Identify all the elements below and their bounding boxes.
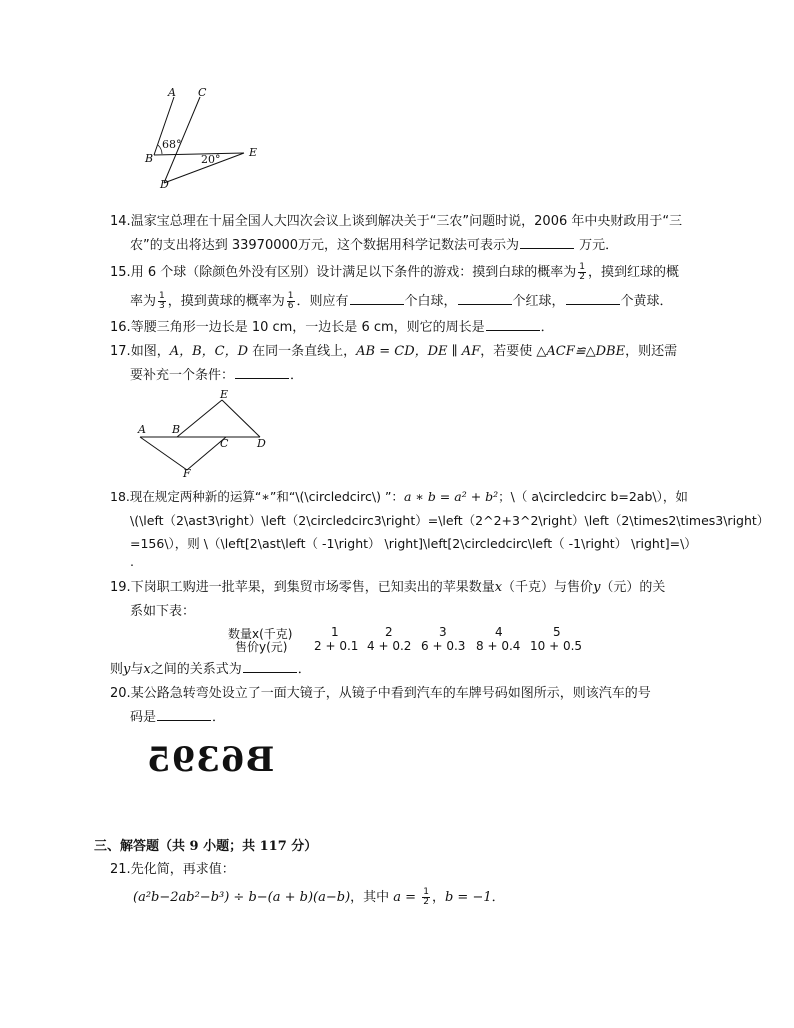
table-row2-cell: 10 + 0.5 <box>530 639 583 653</box>
q15-line1 <box>110 263 679 282</box>
fig2-label-d: D <box>257 437 266 450</box>
q21-var-b: b = −1 <box>444 890 492 905</box>
q15-white-blank[interactable] <box>350 292 404 305</box>
q16-line <box>110 318 554 337</box>
q16-text-b: ． <box>540 320 554 335</box>
fig1-label-d: D <box>160 178 169 191</box>
q15-fraction-white <box>578 263 586 282</box>
q18-text-3: =156\），则 \（\left[2\ast\left（ -1\right） \right]\left[2\circledcirc\left（ -1\right） \right]=\） <box>130 536 697 551</box>
q18-line3 <box>130 535 697 553</box>
q20-line1 <box>110 685 651 703</box>
q18-text-1c: ；\（ a\circledcirc b=2ab\），如 <box>498 489 688 504</box>
q19-answer-blank[interactable] <box>243 660 297 673</box>
q17-text-1a: 如图， <box>130 344 170 359</box>
q19-after-x: x <box>143 662 151 677</box>
q19-after-y: y <box>123 662 131 677</box>
q17-answer-blank[interactable] <box>235 366 289 379</box>
q19-var-x: x <box>494 580 503 595</box>
q15-text-2b: ，摸到黄球的概率为 <box>167 294 285 309</box>
table-row2-cell: 8 + 0.4 <box>476 639 521 653</box>
fig2-label-a: A <box>138 423 146 436</box>
q17-text-1d: ，则还需 <box>625 344 678 359</box>
q19-line1 <box>110 579 665 597</box>
q21-frac-num: 1 <box>423 887 429 897</box>
table-row2-cell: 6 + 0.3 <box>421 639 466 653</box>
q18-line4 <box>130 553 134 571</box>
section-title: 三、解答题（共 9 小题；共 117 分） <box>94 839 318 854</box>
q21-fraction <box>422 888 430 907</box>
q15-frac3-num: 1 <box>287 291 294 301</box>
q20-text-1: 某公路急转弯处设立了一面大镜子，从镜子中看到汽车的车牌号码如图所示，则该汽车的号 <box>130 686 651 701</box>
table-row1-cell: 3 <box>439 625 447 639</box>
q15-text-2d: 个白球， <box>404 294 457 309</box>
table-row2-cell: 2 + 0.1 <box>314 639 359 653</box>
q18-text-1b: ”和“\(\circledcirc\) ”： <box>269 489 404 504</box>
table-row1-cell: 4 <box>495 625 503 639</box>
q20-line2 <box>130 708 225 727</box>
table-row2-cell: 4 + 0.2 <box>367 639 412 653</box>
q18-text-4: . <box>130 554 134 569</box>
q21-text-1: 先化简，再求值： <box>130 862 235 877</box>
fig1-label-e: E <box>249 146 258 159</box>
fig1-label-a: A <box>168 86 176 99</box>
table-row2-label: 售价y(元) <box>235 640 288 654</box>
q14-number: 14. <box>110 214 131 229</box>
q15-line2 <box>130 292 673 311</box>
fig2-label-f: F <box>183 467 191 480</box>
q21-var-a: a = <box>393 890 421 905</box>
fig1-label-b: B <box>145 152 154 165</box>
q15-text-1a: 用 6 个球（除颜色外没有区别）设计满足以下条件的游戏：摸到白球的概率为 <box>130 265 577 280</box>
q19-text-1c: （元）的关 <box>600 580 666 595</box>
fig2-label-e: E <box>220 388 229 401</box>
mirrored-license-plate: B6395 <box>146 740 275 780</box>
q14-answer-blank[interactable] <box>520 236 574 249</box>
q17-text-1c: ，若要使 <box>480 344 537 359</box>
table-row1-cell: 2 <box>385 625 393 639</box>
fig1-label-c: C <box>198 86 207 99</box>
q17-points: A，B，C，D <box>169 344 249 359</box>
q20-number: 20. <box>110 686 131 701</box>
q18-line1 <box>110 488 688 506</box>
q19-line2 <box>130 603 195 621</box>
q19-after-b: 与 <box>130 662 144 677</box>
q18-op: ∗ <box>261 489 270 504</box>
q19-after-c: 之间的关系式为 <box>150 662 242 677</box>
q15-text-2a: 率为 <box>130 294 157 309</box>
q17-line1 <box>110 343 677 361</box>
q19-text-2: 系如下表： <box>130 604 196 619</box>
q15-red-blank[interactable] <box>458 292 512 305</box>
q18-number: 18. <box>110 489 130 504</box>
q19-after-d: ． <box>297 662 311 677</box>
q21-line1 <box>110 861 235 879</box>
q14-line1 <box>110 213 682 231</box>
q18-line2 <box>130 512 769 530</box>
q20-text-2a: 码是 <box>130 710 157 725</box>
q15-text-1b: ，摸到红球的概 <box>587 265 679 280</box>
q15-frac2-num: 1 <box>159 291 165 301</box>
q19-text-1a: 下岗职工购进一批苹果，到集贸市场零售，已知卖出的苹果数量 <box>130 580 495 595</box>
fig2-label-c: C <box>220 437 229 450</box>
q19-number: 19. <box>110 580 131 595</box>
table-row1-cell: 1 <box>331 625 339 639</box>
q16-number: 16. <box>110 320 131 335</box>
q15-number: 15. <box>110 265 131 280</box>
q15-text-2e: 个红球， <box>512 294 565 309</box>
q21-expression: (a²b−2ab²−b³) ÷ b−(a + b)(a−b) <box>133 890 351 905</box>
line-af <box>140 437 187 470</box>
fig2-label-b: B <box>172 423 181 436</box>
q14-text-2a: 农”的支出将达到 33970000万元，这个数据用科学记数法可表示为 <box>130 238 520 253</box>
q15-text-2c: ．则应有 <box>296 294 349 309</box>
q15-yellow-blank[interactable] <box>566 292 620 305</box>
q17-text-2b: ． <box>290 368 304 383</box>
q19-text-1b: （千克）与售价 <box>502 580 594 595</box>
q19-var-y: y <box>593 580 601 595</box>
q17-text-2a: 要补充一个条件： <box>130 368 235 383</box>
q20-answer-blank[interactable] <box>157 708 211 721</box>
q19-after-a: 则 <box>110 662 124 677</box>
q21-frac-den: 2 <box>423 897 429 907</box>
q17-number: 17. <box>110 344 131 359</box>
q15-frac1-num: 1 <box>579 262 585 272</box>
q21-cond-a: ，其中 <box>350 890 394 905</box>
q19-after-line <box>110 660 311 679</box>
q17-congruence: △ACF≌△DBE <box>536 344 626 359</box>
fig1-angle-68: 68° <box>162 138 182 151</box>
q15-fraction-red <box>158 292 166 311</box>
line-be-2 <box>177 400 222 437</box>
line-be <box>154 153 244 155</box>
table-row1-cell: 5 <box>553 625 561 639</box>
q18-text-2: \(\left（2\ast3\right）\left（2\circledcirc3\right）=\left（2^2+3^2\right）\left（2\times2\times3\right） <box>130 513 770 528</box>
q16-answer-blank[interactable] <box>486 318 540 331</box>
q21-cond-b: ， <box>431 890 445 905</box>
q21-line2 <box>133 888 505 907</box>
q15-frac2-den: 3 <box>159 301 165 311</box>
q18-text-1a: 现在规定两种新的运算“ <box>129 489 262 504</box>
table-row1-label: 数量x(千克) <box>228 627 293 641</box>
q17-text-1b: 在同一条直线上， <box>248 344 357 359</box>
q14-text-2b: 万元． <box>575 238 619 253</box>
q17-line2 <box>130 366 303 385</box>
q17-equation: AB = CD，DE ∥ AF <box>356 344 481 359</box>
q14-text-1: 温家宝总理在十届全国人大四次会议上谈到解决关于“三农”问题时说，2006 年中央财政用于“三 <box>130 214 683 229</box>
q20-text-2b: ． <box>212 710 226 725</box>
line-de-2 <box>222 400 260 437</box>
q16-text-a: 等腰三角形一边长是 10 cm，一边长是 6 cm，则它的周长是 <box>130 320 485 335</box>
q15-frac1-den: 2 <box>579 272 585 282</box>
q14-line2 <box>130 236 618 255</box>
q21-number: 21. <box>110 862 131 877</box>
q15-text-2f: 个黄球． <box>620 294 673 309</box>
q15-frac3-den: 6 <box>287 301 294 311</box>
q21-cond-c: ． <box>491 890 505 905</box>
fig1-angle-20: 20° <box>201 153 221 166</box>
q18-def: a ∗ b = a² + b² <box>403 489 499 504</box>
q15-fraction-yellow <box>287 292 295 311</box>
